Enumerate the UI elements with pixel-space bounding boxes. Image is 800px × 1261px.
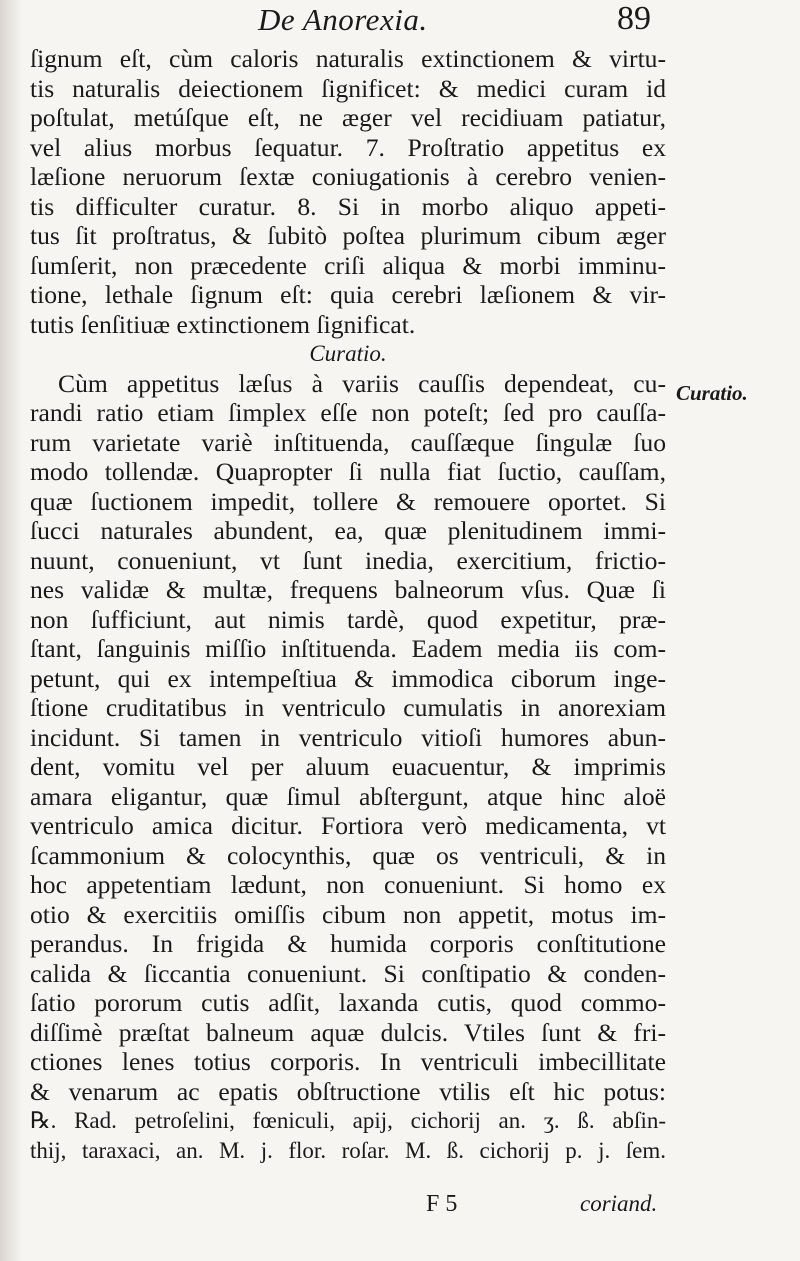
paragraph-line: rum varietate variè inſtituenda, cauſſæque ſingulæ ſuo: [30, 427, 666, 457]
text-line: tutis ſenſitiuæ extinctionem ſignificat.: [30, 309, 416, 339]
paragraph-line: ctiones lenes totius corporis. In ventriculi imbecillitate: [30, 1047, 666, 1076]
paragraph-line: non ſufficiunt, aut nimis tardè, quod expetitur, præ-: [30, 604, 666, 634]
paragraph-line: diſſimè præſtat balneum aquæ dulcis. Vtiles ſunt & fri-: [30, 1017, 666, 1047]
paragraph-line: ſtant, ſanguinis miſſio inſtituenda. Eadem media iis com-: [30, 634, 666, 663]
section-heading: Curatio.: [309, 341, 387, 366]
text-line: tis difficulter curatur. 8. Si in morbo aliquo appeti-: [30, 191, 666, 221]
paragraph-line: ſatio pororum cutis adſit, laxanda cutis, quod commo-: [30, 988, 666, 1017]
paragraph-line: nuunt, conueniunt, vt ſunt inedia, exercitium, frictio-: [30, 545, 666, 575]
page-number: 89: [617, 0, 651, 37]
margin-note: Curatio.: [676, 381, 748, 405]
paragraph-line: quæ ſuctionem impedit, tollere & remouere oportet. Si: [30, 486, 666, 516]
recipe-line: ℞. Rad. petroſelini, fœniculi, apij, cichorij an. ʒ. ß. abſin-: [30, 1108, 666, 1133]
page-header: [0, 0, 800, 46]
text-line: ſignum eſt, cùm caloris naturalis extinctionem & virtu-: [30, 44, 666, 73]
text-line: ſumſerit, non præcedente criſi aliqua & morbi imminu-: [30, 250, 666, 280]
recipe-line: thij, taraxaci, an. M. j. flor. roſar. M. ß. cichorij p. j. ſem.: [30, 1137, 666, 1163]
text-line: tione, lethale ſignum eſt: quia cerebri læſionem & vir-: [30, 280, 666, 309]
body-text: [30, 44, 666, 1165]
paragraph-line: otio & exercitiis omiſſis cibum non appetit, motus im-: [30, 899, 666, 929]
paragraph-line: incidunt. Si tamen in ventriculo vitioſi humores abun-: [30, 722, 666, 752]
paragraph-line: & venarum ac epatis obſtructione vtilis eſt hic potus:: [30, 1076, 666, 1106]
text-line: læſione neruorum ſextæ coniugationis à cerebro venien-: [30, 162, 666, 191]
paragraph-line: dent, vomitu vel per aluum euacuentur, & imprimis: [30, 752, 666, 781]
paragraph-line: ſucci naturales abundent, ea, quæ plenitudinem immi-: [30, 516, 666, 545]
paragraph-line: calida & ſiccantia conueniunt. Si conſtipatio & conden-: [30, 958, 666, 988]
paragraph-line: perandus. In frigida & humida corporis conſtitutione: [30, 929, 666, 958]
text-line: tus ſit proſtratus, & ſubitò poſtea plurimum cibum æger: [30, 221, 666, 250]
text-line: vel alius morbus ſequatur. 7. Proſtratio appetitus ex: [30, 132, 666, 162]
paragraph-line: ventriculo amica dicitur. Fortiora verò medicamenta, vt: [30, 811, 666, 840]
paragraph-line: amara eligantur, quæ ſimul abſtergunt, atque hinc aloë: [30, 781, 666, 811]
running-title: De Anorexia.: [258, 2, 428, 37]
catchword: coriand.: [580, 1191, 658, 1216]
paragraph-line: petunt, qui ex intempeſtiua & immodica ciborum inge-: [30, 663, 666, 693]
page-footer: [0, 1191, 800, 1231]
paragraph-line: nes validæ & multæ, frequens balneorum vſus. Quæ ſi: [30, 575, 666, 604]
paragraph-line: modo tollendæ. Quapropter ſi nulla fiat ſuctio, cauſſam,: [30, 457, 666, 486]
paragraph-line: ſcammonium & colocynthis, quæ os ventriculi, & in: [30, 840, 666, 870]
paragraph-line: randi ratio etiam ſimplex eſſe non poteſt; ſed pro cauſſa-: [30, 398, 666, 427]
paragraph-line: Cùm appetitus læſus à variis cauſſis dependeat, cu-: [58, 368, 666, 398]
signature-mark: F 5: [426, 1191, 458, 1217]
text-line: poſtulat, metúſque eſt, ne æger vel recidiuam patiatur,: [30, 103, 666, 132]
text-line: tis naturalis deiectionem ſignificet: & medici curam id: [30, 73, 666, 103]
paragraph-line: ſtione cruditatibus in ventriculo cumulatis in anorexiam: [30, 693, 666, 722]
paragraph-line: hoc appetentiam lædunt, non conueniunt. Si homo ex: [30, 870, 666, 899]
